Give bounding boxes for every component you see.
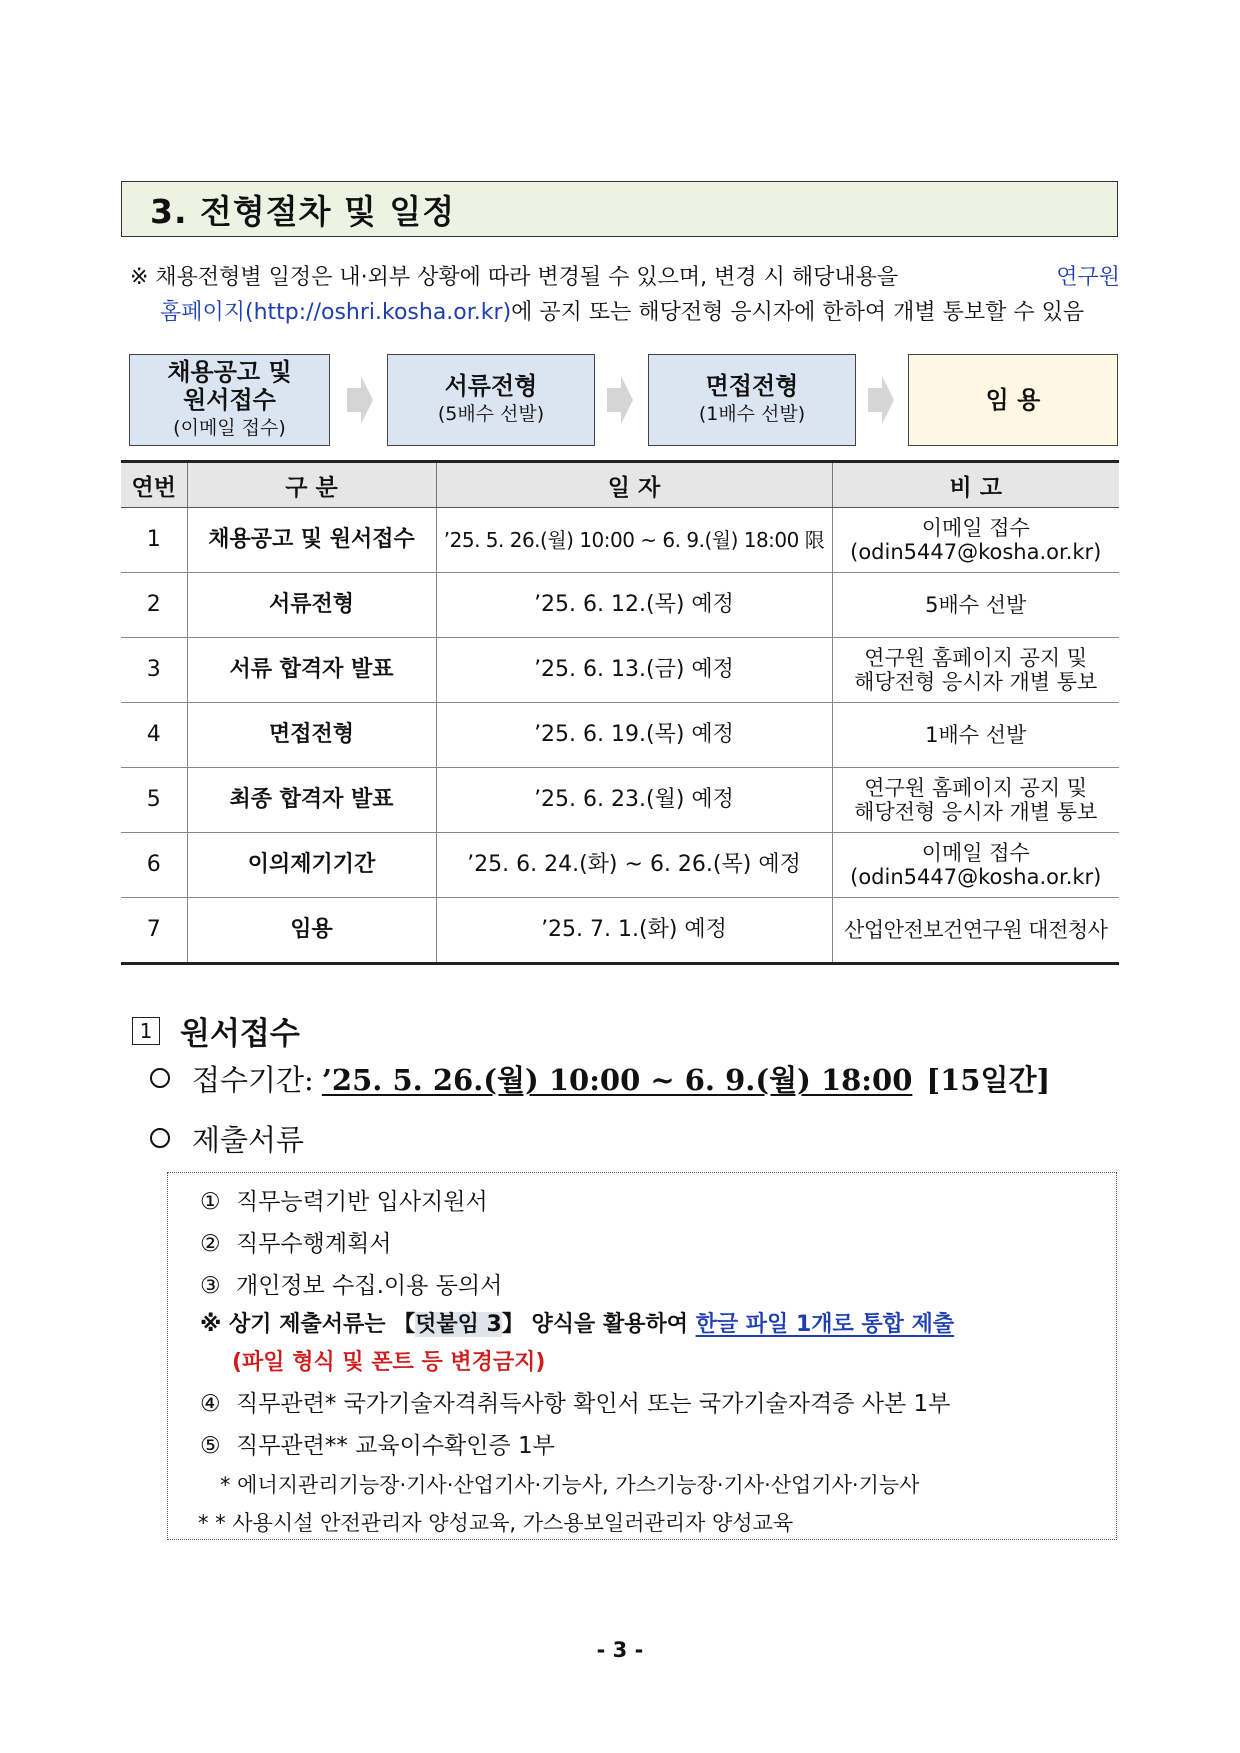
header-note: 비 고 [832,462,1119,508]
boxed-number: 1 [132,1017,160,1045]
list-item: ③ 개인정보 수집.이용 동의서 [200,1273,503,1299]
table-row: 3 서류 합격자 발표 ’25. 6. 13.(금) 예정 연구원 홈페이지 공지 및 해당전형 응시자 개별 통보 [121,638,1119,703]
table-row: 1 채용공고 및 원서접수 ’25. 5. 26.(월) 10:00 ~ 6. 9.(월) 18:00 限 이메일 접수 (odin5447@kosha.or.kr) [121,508,1119,573]
list-item: ④ 직무관련* 국가기술자격취득사항 확인서 또는 국가기술자격증 사본 1부 [200,1391,951,1417]
period-duration: [15일간] [926,1063,1051,1097]
table-row: 6 이의제기기간 ’25. 6. 24.(화) ~ 6. 26.(목) 예정 이메일 접수 (odin5447@kosha.or.kr) [121,833,1119,898]
apply-heading [132,1008,300,1053]
notice-line-2: 홈페이지(http://oshri.kosha.or.kr)에 공지 또는 해당전형 응시자에 한하여 개별 통보할 수 있음 [160,300,1085,325]
circle-bullet-icon [150,1068,170,1088]
flow-stage-interview: 면접전형 (1배수 선발) [648,354,856,446]
apply-title: 원서접수 [180,1016,300,1052]
list-item: ① 직무능력기반 입사지원서 [200,1189,488,1215]
attachment-ref: 덧붙임 3 [415,1312,502,1337]
table-row: 2 서류전형 ’25. 6. 12.(목) 예정 5배수 선발 [121,573,1119,638]
schedule-notice [130,260,1120,330]
notice-homepage-link: 홈페이지(http://oshri.kosha.or.kr) [160,300,512,325]
list-item: ⑤ 직무관련** 교육이수확인증 1부 [200,1433,555,1459]
docs-label-line [150,1118,304,1159]
flow-stage-appointment: 임 용 [908,354,1118,446]
flow-arrow-icon [347,376,373,424]
apply-period-line [150,1058,1050,1099]
notice-line-1: ※ 채용전형별 일정은 내·외부 상황에 따라 변경될 수 있으며, 변경 시 해당내용을 연구원 [130,260,1120,295]
merge-instruction: 한글 파일 1개로 통합 제출 [695,1312,955,1337]
list-item: ② 직무수행계획서 [200,1231,392,1257]
footnote-2: * * 사용시설 안전관리자 양성교육, 가스용보일러관리자 양성교육 [198,1511,794,1535]
header-no: 연번 [121,462,187,508]
period-value: ’25. 5. 26.(월) 10:00 ~ 6. 9.(월) 18:00 [321,1063,913,1097]
page-number: - 3 - [596,1638,644,1662]
table-row: 7 임용 ’25. 7. 1.(화) 예정 산업안전보건연구원 대전청사 [121,898,1119,964]
notice-link-1: 연구원 [1056,265,1120,290]
docs-warning-red: (파일 형식 및 폰트 등 변경금지) [232,1350,546,1375]
header-category: 구 분 [187,462,436,508]
period-label: 접수기간: [192,1063,314,1097]
flow-arrow-icon [868,376,894,424]
flow-arrow-icon [607,376,633,424]
section-title: 3. 전형절차 및 일정 [150,191,456,231]
table-header-row [121,462,1119,508]
docs-warning: ※ 상기 제출서류는 【덧붙임 3】 양식을 활용하여 한글 파일 1개로 통합 제출 [200,1312,955,1337]
submission-docs-box [167,1172,1117,1540]
footnote-1: * 에너지관리기능장·기사·산업기사·기능사, 가스기능장·기사·산업기사·기능사 [220,1473,920,1497]
table-row: 4 면접전형 ’25. 6. 19.(목) 예정 1배수 선발 [121,703,1119,768]
schedule-table [121,460,1119,965]
section-heading-box [121,181,1118,237]
table-row: 5 최종 합격자 발표 ’25. 6. 23.(월) 예정 연구원 홈페이지 공지 및 해당전형 응시자 개별 통보 [121,768,1119,833]
flow-stage-application: 채용공고 및 원서접수 (이메일 접수) [129,354,330,446]
header-date: 일 자 [436,462,832,508]
flow-stage-document: 서류전형 (5배수 선발) [387,354,595,446]
process-flow [129,354,1119,446]
circle-bullet-icon [150,1128,170,1148]
docs-label: 제출서류 [192,1123,305,1157]
